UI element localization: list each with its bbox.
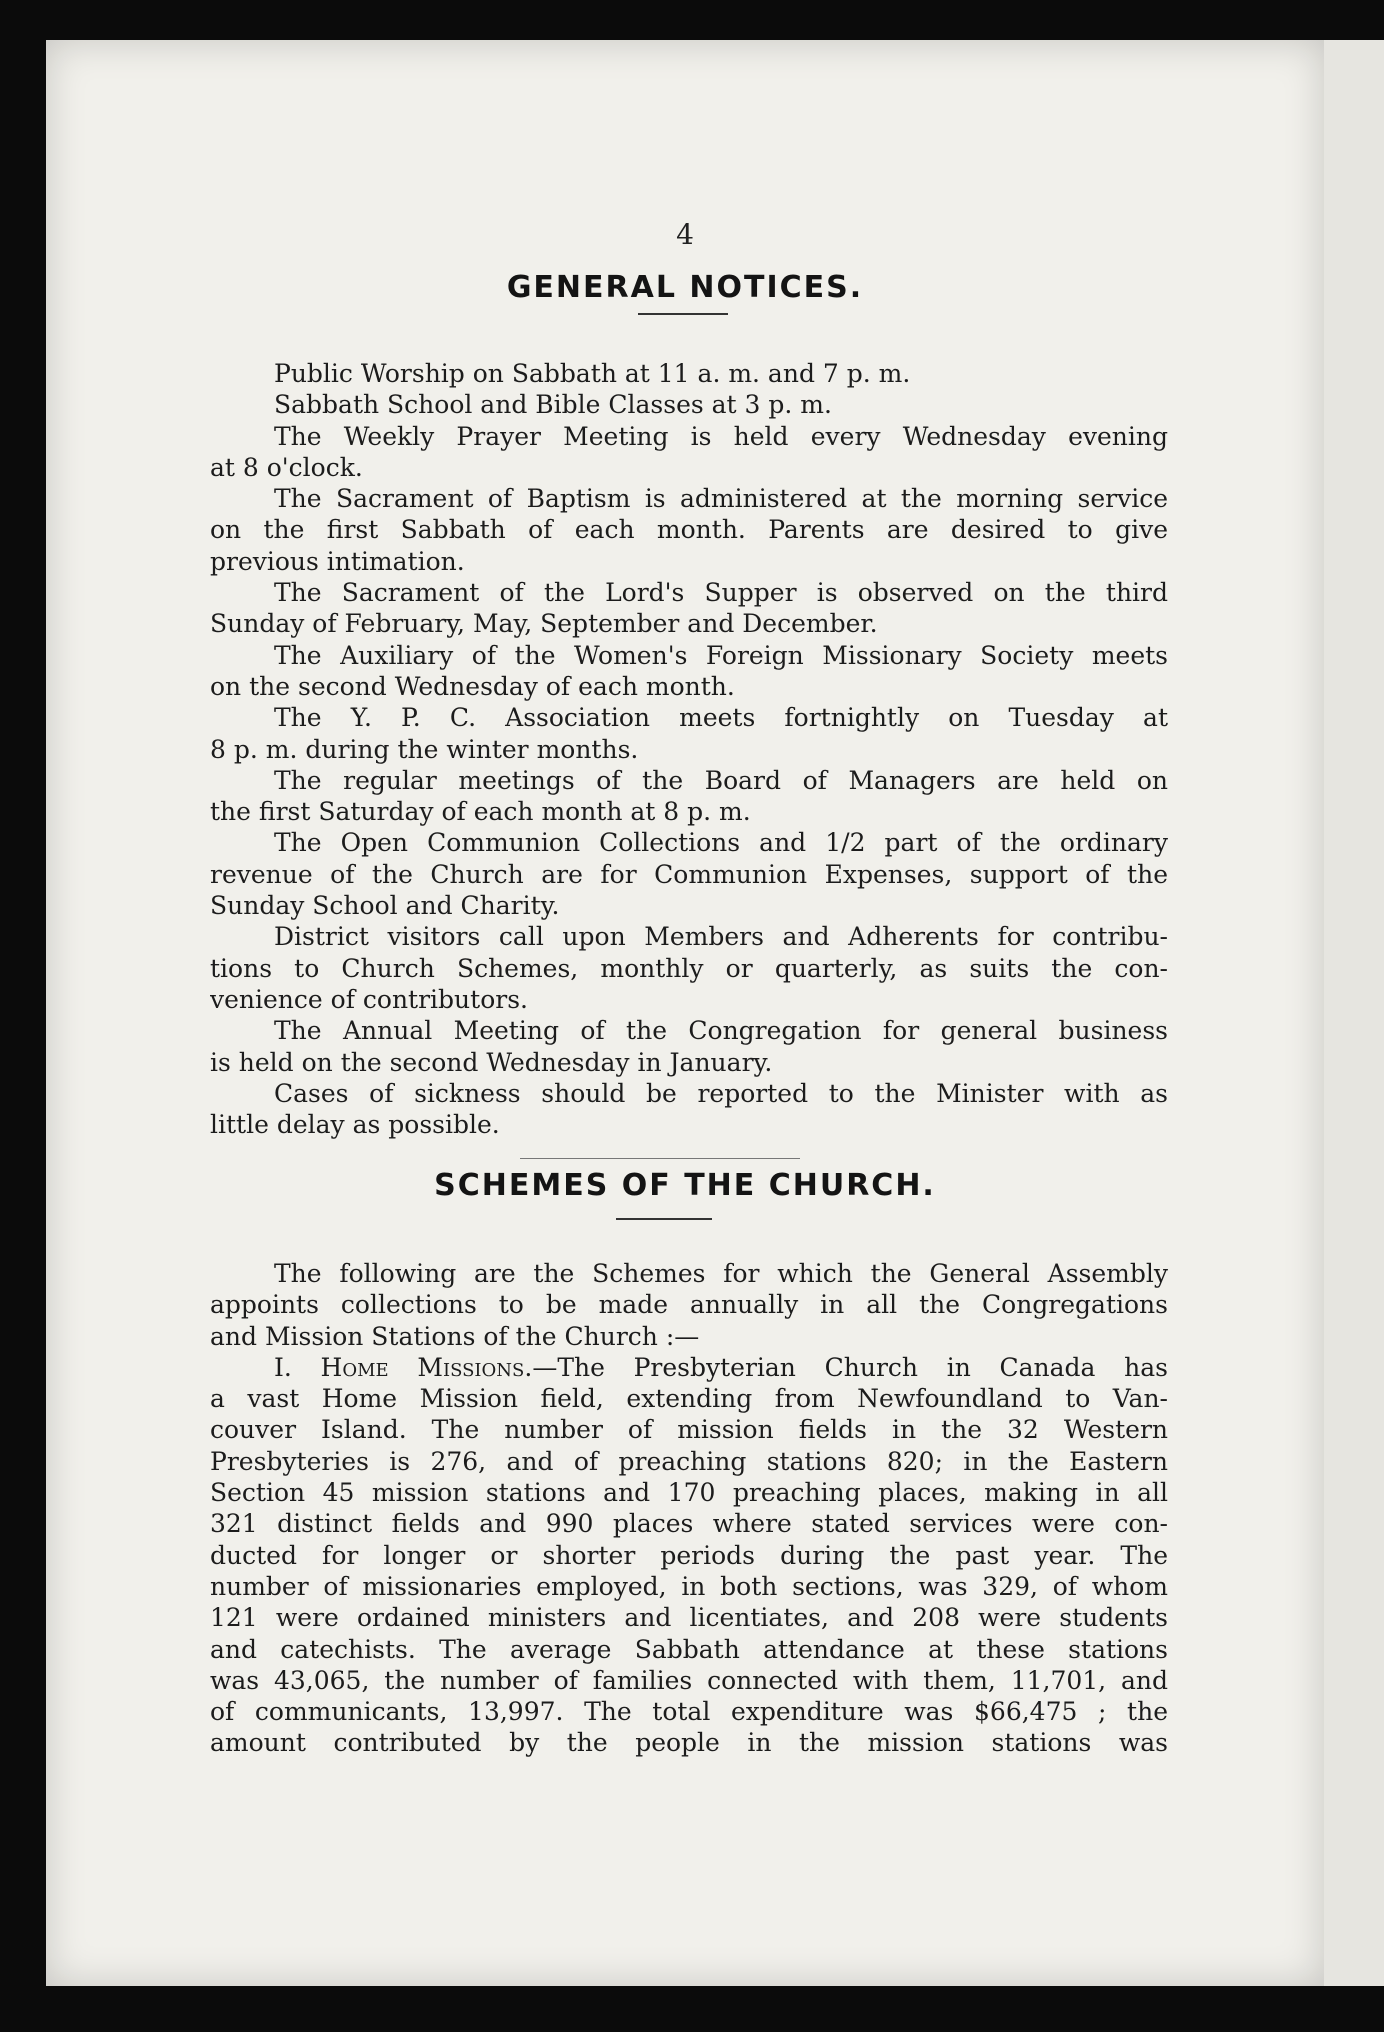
notice-paragraph	[210, 765, 1168, 828]
page-number: 4	[676, 218, 694, 251]
text-line: previous intimation.	[210, 546, 465, 576]
text-line: on the first Sabbath of each month. Parents are desired to give	[210, 515, 1168, 545]
text-line: 321 distinct fields and 990 places where stated services were con-	[210, 1509, 1168, 1539]
section-divider	[520, 1158, 800, 1159]
text-line: revenue of the Church are for Communion Expenses, support of the	[210, 859, 1168, 889]
text-line: Sunday School and Charity.	[210, 891, 560, 921]
text-line: and catechists. The average Sabbath attendance at these stations	[210, 1634, 1168, 1664]
text-line: Public Worship on Sabbath at 11 a. m. and 7 p. m.	[274, 359, 911, 388]
text-line: couver Island. The number of mission fields in the 32 Western	[210, 1415, 1168, 1445]
notice-paragraph	[210, 577, 1168, 640]
notice-paragraph	[210, 640, 1168, 703]
text-line: the first Saturday of each month at 8 p. m.	[210, 797, 751, 827]
text-line: Sabbath School and Bible Classes at 3 p. m.	[274, 390, 832, 420]
text-line: The Annual Meeting of the Congregation for general business	[274, 1016, 1168, 1046]
notice-paragraph	[210, 1078, 1168, 1141]
text-line: Sunday of February, May, September and December.	[210, 609, 878, 639]
document-page	[46, 40, 1324, 1986]
notice-paragraph	[210, 358, 1168, 389]
text-line: 121 were ordained ministers and licentiates, and 208 were students	[210, 1603, 1168, 1633]
schemes-intro	[210, 1258, 1168, 1352]
text-line	[210, 1352, 1168, 1383]
notice-paragraph	[210, 921, 1168, 1015]
text-line: venience of contributors.	[210, 984, 528, 1014]
notice-paragraph	[210, 483, 1168, 577]
text-line: The Open Communion Collections and 1/2 part of the ordinary	[274, 828, 1168, 858]
notice-paragraph	[210, 827, 1168, 921]
text-line: a vast Home Mission field, extending from Newfoundland to Van-	[210, 1384, 1168, 1414]
notice-paragraph	[210, 421, 1168, 484]
text-line: tions to Church Schemes, monthly or quarterly, as suits the con-	[210, 953, 1168, 983]
text-line: at 8 o'clock.	[210, 452, 363, 482]
text-line: of communicants, 13,997. The total expenditure was $66,475 ; the	[210, 1697, 1168, 1727]
text-line: District visitors call upon Members and Adherents for contribu-	[274, 922, 1168, 952]
text-line: The Sacrament of Baptism is administered at the morning service	[274, 484, 1168, 514]
text-line: is held on the second Wednesday in January.	[210, 1047, 773, 1077]
general-notices-body	[210, 358, 1168, 1140]
schemes-body	[210, 1258, 1168, 1759]
text-line: The regular meetings of the Board of Managers are held on	[274, 765, 1168, 795]
text-line: ducted for longer or shorter periods during the past year. The	[210, 1540, 1168, 1570]
text-line: Presbyteries is 276, and of preaching stations 820; in the Eastern	[210, 1446, 1168, 1476]
text-line: was 43,065, the number of families connected with them, 11,701, and	[210, 1665, 1168, 1695]
home-missions-label: I. Home Missions.	[274, 1352, 533, 1382]
text-line: The Auxiliary of the Women's Foreign Missionary Society meets	[274, 640, 1168, 670]
schemes-heading: SCHEMES OF THE CHURCH.	[434, 1168, 936, 1203]
text-line: Section 45 mission stations and 170 preaching places, making in all	[210, 1478, 1168, 1508]
notice-paragraph	[210, 389, 1168, 420]
heading-rule	[638, 313, 728, 315]
text-line: and Mission Stations of the Church :—	[210, 1321, 700, 1351]
text-line: appoints collections to be made annually in all the Congregations	[210, 1290, 1168, 1320]
notice-paragraph	[210, 1015, 1168, 1078]
text-line: The Sacrament of the Lord's Supper is observed on the third	[274, 578, 1168, 608]
text-line: 8 p. m. during the winter months.	[210, 734, 639, 764]
home-missions-paragraph	[210, 1352, 1168, 1759]
text-line: number of missionaries employed, in both sections, was 329, of whom	[210, 1571, 1168, 1601]
notice-paragraph	[210, 702, 1168, 765]
general-notices-heading: GENERAL NOTICES.	[506, 270, 864, 305]
text-line: The Weekly Prayer Meeting is held every Wednesday evening	[274, 421, 1168, 451]
text-line: The Y. P. C. Association meets fortnightly on Tuesday at	[274, 703, 1168, 733]
heading-rule	[616, 1218, 712, 1220]
text-line: Cases of sickness should be reported to the Minister with as	[274, 1078, 1168, 1108]
text-line: The following are the Schemes for which the General Assembly	[274, 1259, 1168, 1288]
text-line: on the second Wednesday of each month.	[210, 671, 735, 701]
text-line: amount contributed by the people in the mission stations was	[210, 1728, 1168, 1758]
text-line-rest: —The Presbyterian Church in Canada has	[532, 1352, 1168, 1382]
text-line: little delay as possible.	[210, 1110, 500, 1140]
adjacent-page-edge	[1324, 40, 1384, 1986]
